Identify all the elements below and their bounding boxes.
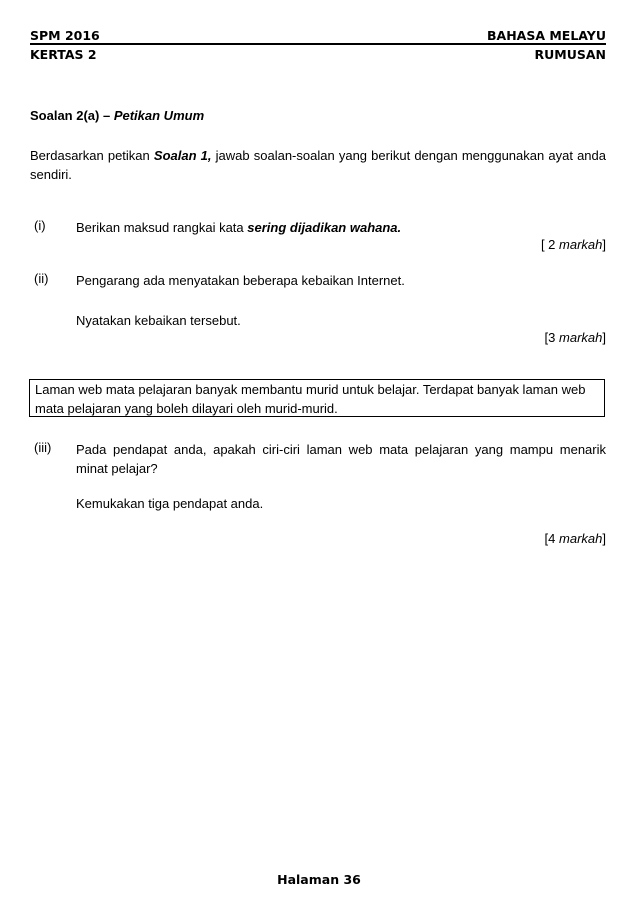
question-number-1: (i) [34, 218, 46, 233]
header-divider [30, 43, 606, 45]
question-text-3-task: Kemukakan tiga pendapat anda. [76, 496, 264, 511]
question-number-3: (iii) [34, 440, 52, 455]
marks-1-word: markah [559, 237, 603, 252]
marks-2-word: markah [559, 330, 603, 345]
section-subtitle: Petikan Umum [113, 108, 205, 123]
exam-year: SPM 2016 [30, 28, 100, 43]
paper-topic: RUMUSAN [534, 47, 606, 62]
marks-2-close: ] [602, 330, 606, 345]
marks-1-close: ] [602, 237, 606, 252]
instruction-paragraph [30, 146, 606, 184]
header-row-bottom [30, 47, 606, 62]
marks-label-1 [541, 237, 606, 252]
question-text-2-task: Nyatakan kebaikan tersebut. [76, 313, 241, 328]
section-label: Soalan 2(a) [30, 108, 100, 123]
paper-number: KERTAS 2 [30, 47, 97, 62]
question-1-text: Berikan maksud rangkai kata [76, 220, 248, 235]
section-dash: – [99, 108, 114, 123]
instruction-text-after: jawab soalan-soalan yang berikut dengan menggunakan ayat anda sendiri. [30, 148, 606, 182]
instruction-emphasis: Soalan 1, [153, 148, 212, 163]
question-text-1 [76, 218, 606, 237]
question-text-2: Pengarang ada menyatakan beberapa kebaikan Internet. [76, 273, 405, 288]
section-title [30, 106, 606, 125]
marks-label-2 [545, 330, 606, 345]
page-number: Halaman 36 [277, 872, 361, 887]
question-number-2: (ii) [34, 271, 49, 286]
header-row-top [30, 28, 606, 43]
question-1-emphasis: sering dijadikan wahana. [247, 220, 402, 235]
marks-2-open: [3 [544, 330, 560, 345]
marks-3-close: ] [602, 531, 606, 546]
instruction-text-before: Berdasarkan petikan [30, 148, 154, 163]
marks-3-word: markah [559, 531, 603, 546]
marks-1-open: [ 2 [540, 237, 560, 252]
passage-box: Laman web mata pelajaran banyak membantu murid untuk belajar. Terdapat banyak laman web mata pelajaran yang boleh dilayari oleh murid-murid. [29, 379, 605, 417]
subject-name: BAHASA MELAYU [487, 28, 606, 43]
marks-label-3 [545, 531, 606, 546]
question-text-3: Pada pendapat anda, apakah ciri-ciri laman web mata pelajaran yang mampu menarik minat pelajar? [76, 442, 606, 476]
marks-3-open: [4 [544, 531, 560, 546]
